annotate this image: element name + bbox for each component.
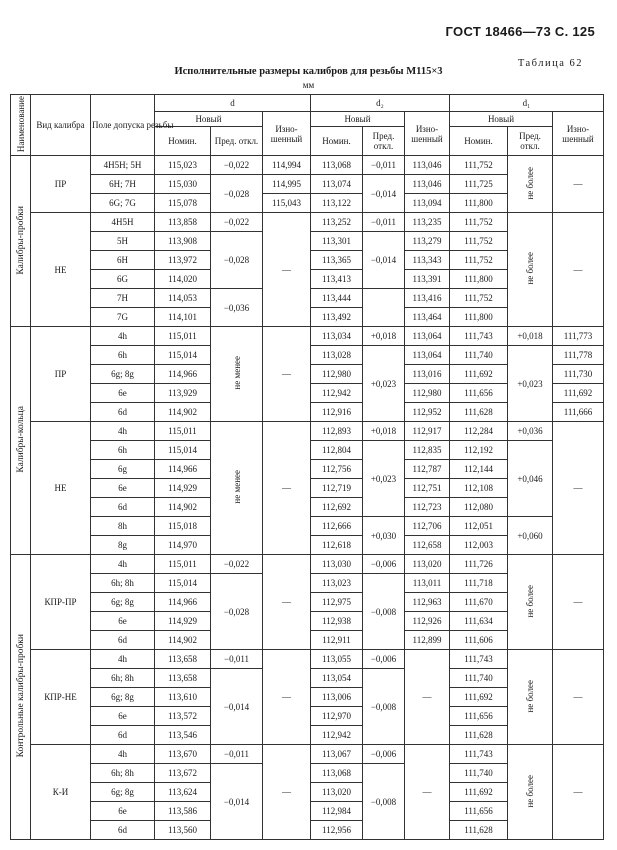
d1-dev-cell: не более [508, 650, 553, 745]
d2-dev-cell: −0,008 [363, 669, 405, 745]
d2-dev-cell: −0,011 [363, 156, 405, 175]
d-dev-cell: −0,011 [211, 745, 263, 764]
d1-worn-cell: — [553, 555, 604, 650]
d1-nom-cell: 111,740 [450, 346, 508, 365]
table-row [11, 650, 604, 669]
field-cell: 4Н5Н [91, 213, 155, 232]
d1-nom-cell: 112,144 [450, 460, 508, 479]
d2-worn-cell: 112,723 [405, 498, 450, 517]
d1-nom-cell: 111,800 [450, 194, 508, 213]
d2-dev-cell: −0,008 [363, 764, 405, 840]
table-row [11, 156, 604, 175]
d2-worn-cell: 112,963 [405, 593, 450, 612]
d1-worn-cell: — [553, 422, 604, 555]
d2-worn-cell: 113,011 [405, 574, 450, 593]
d1-worn-cell: 111,778 [553, 346, 604, 365]
d2-worn-cell: 113,064 [405, 327, 450, 346]
col-d2-dev: Пред. откл. [363, 127, 405, 156]
gauge-table [10, 94, 604, 840]
d2-worn-cell: 112,952 [405, 403, 450, 422]
d-nom-cell: 113,610 [155, 688, 211, 707]
d1-nom-cell: 111,800 [450, 308, 508, 327]
d1-nom-cell: 111,752 [450, 156, 508, 175]
field-cell: 6g [91, 460, 155, 479]
d-nom-cell: 114,101 [155, 308, 211, 327]
d2-nom-cell: 112,893 [311, 422, 363, 441]
d-nom-cell: 114,929 [155, 612, 211, 631]
d-nom-cell: 114,966 [155, 460, 211, 479]
d2-nom-cell: 112,975 [311, 593, 363, 612]
d-nom-cell: 113,624 [155, 783, 211, 802]
d1-worn-cell: — [553, 213, 604, 327]
field-cell: 6d [91, 403, 155, 422]
d-dev-cell: −0,028 [211, 175, 263, 213]
d1-dev-cell: не более [508, 156, 553, 213]
d1-worn-cell: — [553, 156, 604, 213]
d-dev-cell: −0,028 [211, 574, 263, 650]
field-cell: 4h [91, 422, 155, 441]
d2-nom-cell: 112,911 [311, 631, 363, 650]
field-cell: 8g [91, 536, 155, 555]
d-nom-cell: 113,908 [155, 232, 211, 251]
d-worn-cell: — [263, 327, 311, 422]
d1-nom-cell: 111,743 [450, 745, 508, 764]
d1-dev-cell: не более [508, 745, 553, 840]
d1-nom-cell: 112,003 [450, 536, 508, 555]
d-dev-cell: −0,011 [211, 650, 263, 669]
d1-nom-cell: 111,692 [450, 688, 508, 707]
d2-dev-cell: −0,006 [363, 745, 405, 764]
kind-label: НЕ [31, 422, 91, 555]
d-nom-cell: 114,966 [155, 593, 211, 612]
d2-dev-cell: +0,018 [363, 327, 405, 346]
kind-label: ПР [31, 156, 91, 213]
d-dev-cell: −0,022 [211, 156, 263, 175]
d2-nom-cell: 112,916 [311, 403, 363, 422]
d-dev-cell: не менее [211, 422, 263, 555]
d-dev-cell: −0,022 [211, 555, 263, 574]
d2-worn-cell: 112,835 [405, 441, 450, 460]
group-label: Калибры-пробки [11, 156, 31, 327]
d-nom-cell: 113,586 [155, 802, 211, 821]
col-d-new: Новый [155, 112, 263, 127]
col-d2-nom: Номин. [311, 127, 363, 156]
d-worn-cell: — [263, 213, 311, 327]
d2-nom-cell: 112,666 [311, 517, 363, 536]
d1-worn-cell: 111,773 [553, 327, 604, 346]
field-cell: 4h [91, 650, 155, 669]
d-dev-cell: не менее [211, 327, 263, 422]
d1-nom-cell: 112,284 [450, 422, 508, 441]
d1-dev-cell: не более [508, 213, 553, 327]
d-nom-cell: 114,929 [155, 479, 211, 498]
field-cell: 4h [91, 555, 155, 574]
d2-nom-cell: 113,068 [311, 156, 363, 175]
d1-nom-cell: 112,108 [450, 479, 508, 498]
table-title: Исполнительные размеры калибров для резьбы М115×3 [174, 66, 443, 77]
field-cell: 6d [91, 821, 155, 840]
field-cell: 6g; 8g [91, 783, 155, 802]
d-dev-cell: −0,028 [211, 232, 263, 289]
d2-worn-cell: 113,235 [405, 213, 450, 232]
d2-worn-cell: 113,016 [405, 365, 450, 384]
d2-nom-cell: 113,028 [311, 346, 363, 365]
d1-nom-cell: 111,656 [450, 707, 508, 726]
d2-nom-cell: 113,492 [311, 308, 363, 327]
d-nom-cell: 115,011 [155, 555, 211, 574]
table-row [11, 327, 604, 346]
d2-nom-cell: 113,365 [311, 251, 363, 270]
d2-worn-cell: 113,416 [405, 289, 450, 308]
d-worn-cell: — [263, 555, 311, 650]
d-worn-cell: — [263, 745, 311, 840]
d2-worn-cell: 112,926 [405, 612, 450, 631]
d2-nom-cell: 113,068 [311, 764, 363, 783]
d-worn-cell: — [263, 422, 311, 555]
d1-nom-cell: 111,656 [450, 802, 508, 821]
col-d1-nom: Номин. [450, 127, 508, 156]
d-nom-cell: 114,020 [155, 270, 211, 289]
d2-dev-cell: +0,018 [363, 422, 405, 441]
d1-nom-cell: 111,692 [450, 783, 508, 802]
d-nom-cell: 114,902 [155, 631, 211, 650]
field-cell: 6h [91, 441, 155, 460]
d2-nom-cell: 113,413 [311, 270, 363, 289]
d2-nom-cell: 113,023 [311, 574, 363, 593]
col-name: Наименование [11, 95, 31, 156]
d-worn-cell: 114,995 [263, 175, 311, 194]
d2-worn-cell: 112,917 [405, 422, 450, 441]
d2-nom-cell: 113,444 [311, 289, 363, 308]
d2-worn-cell: 113,391 [405, 270, 450, 289]
table-number: Таблица 62 [517, 58, 583, 69]
d-nom-cell: 113,658 [155, 669, 211, 688]
field-cell: 6g; 8g [91, 688, 155, 707]
d2-nom-cell: 112,618 [311, 536, 363, 555]
field-cell: 6d [91, 498, 155, 517]
d-nom-cell: 114,970 [155, 536, 211, 555]
d-nom-cell: 115,014 [155, 441, 211, 460]
field-cell: 6Н; 7Н [91, 175, 155, 194]
d1-dev-cell: +0,023 [508, 346, 553, 422]
group-label: Контрольные калибры-пробки [11, 555, 31, 840]
d1-nom-cell: 111,606 [450, 631, 508, 650]
table-row [11, 213, 604, 232]
d2-worn-cell: 112,980 [405, 384, 450, 403]
col-d2-new: Новый [311, 112, 405, 127]
d2-nom-cell: 112,692 [311, 498, 363, 517]
header-row-1 [11, 95, 604, 112]
d2-nom-cell: 113,054 [311, 669, 363, 688]
d-nom-cell: 113,929 [155, 384, 211, 403]
d-nom-cell: 115,018 [155, 517, 211, 536]
d2-worn-cell: 113,064 [405, 346, 450, 365]
field-cell: 4h [91, 327, 155, 346]
d1-dev-cell: +0,018 [508, 327, 553, 346]
field-cell: 7Н [91, 289, 155, 308]
field-cell: 6h; 8h [91, 669, 155, 688]
d-nom-cell: 113,672 [155, 764, 211, 783]
d1-nom-cell: 111,718 [450, 574, 508, 593]
d1-worn-cell: 111,666 [553, 403, 604, 422]
d1-dev-cell: +0,036 [508, 422, 553, 441]
d2-worn-cell: 113,046 [405, 175, 450, 194]
d-nom-cell: 113,858 [155, 213, 211, 232]
field-cell: 6e [91, 802, 155, 821]
d2-nom-cell: 112,942 [311, 384, 363, 403]
table-row [11, 745, 604, 764]
field-cell: 6h [91, 346, 155, 365]
field-cell: 6e [91, 384, 155, 403]
d-dev-cell: −0,022 [211, 213, 263, 232]
d2-dev-cell: +0,023 [363, 441, 405, 517]
d1-nom-cell: 111,752 [450, 289, 508, 308]
d1-nom-cell: 112,080 [450, 498, 508, 517]
d1-nom-cell: 112,051 [450, 517, 508, 536]
d2-nom-cell: 112,942 [311, 726, 363, 745]
field-cell: 6g; 8g [91, 365, 155, 384]
d-worn-cell: — [263, 650, 311, 745]
col-d2: d₂ [311, 95, 450, 112]
d2-worn-cell: — [405, 650, 450, 745]
field-cell: 4Н5Н; 5Н [91, 156, 155, 175]
d2-dev-cell: −0,008 [363, 574, 405, 650]
d2-nom-cell: 113,074 [311, 175, 363, 194]
d1-nom-cell: 112,192 [450, 441, 508, 460]
d2-nom-cell: 113,030 [311, 555, 363, 574]
d1-nom-cell: 111,692 [450, 365, 508, 384]
d1-nom-cell: 111,740 [450, 669, 508, 688]
d-nom-cell: 115,078 [155, 194, 211, 213]
d-nom-cell: 115,011 [155, 327, 211, 346]
d2-worn-cell: 113,279 [405, 232, 450, 251]
d2-nom-cell: 112,804 [311, 441, 363, 460]
d-nom-cell: 115,011 [155, 422, 211, 441]
d1-nom-cell: 111,725 [450, 175, 508, 194]
d1-worn-cell: — [553, 650, 604, 745]
d2-dev-cell [363, 289, 405, 327]
d1-nom-cell: 111,628 [450, 821, 508, 840]
d1-nom-cell: 111,628 [450, 403, 508, 422]
d-nom-cell: 114,902 [155, 403, 211, 422]
d2-worn-cell: 112,787 [405, 460, 450, 479]
kind-label: К-И [31, 745, 91, 840]
table-unit: мм [302, 80, 315, 90]
d-worn-cell: 114,994 [263, 156, 311, 175]
group-label: Калибры-кольца [11, 327, 31, 555]
d1-nom-cell: 111,752 [450, 251, 508, 270]
d-nom-cell: 115,014 [155, 346, 211, 365]
field-cell: 6d [91, 726, 155, 745]
field-cell: 6g; 8g [91, 593, 155, 612]
d2-dev-cell: −0,011 [363, 213, 405, 232]
d-nom-cell: 113,560 [155, 821, 211, 840]
d1-worn-cell: 111,730 [553, 365, 604, 384]
field-cell: 6G [91, 270, 155, 289]
d-nom-cell: 113,572 [155, 707, 211, 726]
field-cell: 6G; 7G [91, 194, 155, 213]
col-field: Поле допуска резьбы [91, 95, 155, 156]
col-d2-worn: Изно- шенный [405, 112, 450, 156]
field-cell: 8h [91, 517, 155, 536]
field-cell: 6d [91, 631, 155, 650]
kind-label: КПР-НЕ [31, 650, 91, 745]
field-cell: 6Н [91, 251, 155, 270]
d1-nom-cell: 111,634 [450, 612, 508, 631]
d-nom-cell: 115,014 [155, 574, 211, 593]
d-nom-cell: 115,030 [155, 175, 211, 194]
col-d1-dev: Пред. откл. [508, 127, 553, 156]
kind-label: КПР-ПР [31, 555, 91, 650]
d2-worn-cell: 113,343 [405, 251, 450, 270]
field-cell: 6e [91, 479, 155, 498]
d-nom-cell: 113,546 [155, 726, 211, 745]
d2-worn-cell: 112,899 [405, 631, 450, 650]
d-dev-cell: −0,036 [211, 289, 263, 327]
d2-dev-cell: −0,014 [363, 232, 405, 289]
d-nom-cell: 114,902 [155, 498, 211, 517]
d2-worn-cell: 113,046 [405, 156, 450, 175]
field-cell: 6e [91, 612, 155, 631]
d1-dev-cell: не более [508, 555, 553, 650]
d2-worn-cell: 112,658 [405, 536, 450, 555]
d2-dev-cell: +0,023 [363, 346, 405, 422]
d2-nom-cell: 112,980 [311, 365, 363, 384]
d2-nom-cell: 113,020 [311, 783, 363, 802]
d1-nom-cell: 111,743 [450, 327, 508, 346]
d2-worn-cell: 113,094 [405, 194, 450, 213]
d2-worn-cell: 113,020 [405, 555, 450, 574]
d-nom-cell: 114,053 [155, 289, 211, 308]
d2-nom-cell: 113,067 [311, 745, 363, 764]
d-nom-cell: 114,966 [155, 365, 211, 384]
d1-nom-cell: 111,752 [450, 232, 508, 251]
d2-dev-cell: +0,030 [363, 517, 405, 555]
d-nom-cell: 115,023 [155, 156, 211, 175]
d2-nom-cell: 113,252 [311, 213, 363, 232]
d1-nom-cell: 111,670 [450, 593, 508, 612]
d1-worn-cell: 111,692 [553, 384, 604, 403]
table-row [11, 422, 604, 441]
d2-nom-cell: 112,938 [311, 612, 363, 631]
d2-dev-cell: −0,006 [363, 555, 405, 574]
d2-nom-cell: 113,006 [311, 688, 363, 707]
d2-nom-cell: 112,970 [311, 707, 363, 726]
field-cell: 6e [91, 707, 155, 726]
d1-nom-cell: 111,800 [450, 270, 508, 289]
d2-dev-cell: −0,014 [363, 175, 405, 213]
d-dev-cell: −0,014 [211, 669, 263, 745]
kind-label: ПР [31, 327, 91, 422]
d2-worn-cell: 112,706 [405, 517, 450, 536]
field-cell: 6h; 8h [91, 764, 155, 783]
d1-nom-cell: 111,743 [450, 650, 508, 669]
d2-nom-cell: 113,034 [311, 327, 363, 346]
field-cell: 4h [91, 745, 155, 764]
d2-nom-cell: 113,055 [311, 650, 363, 669]
d1-nom-cell: 111,656 [450, 384, 508, 403]
col-d-worn: Изно- шенный [263, 112, 311, 156]
d2-nom-cell: 113,122 [311, 194, 363, 213]
col-d1: d₁ [450, 95, 604, 112]
d2-worn-cell: 113,464 [405, 308, 450, 327]
d1-nom-cell: 111,726 [450, 555, 508, 574]
d1-dev-cell: +0,060 [508, 517, 553, 555]
d2-nom-cell: 112,756 [311, 460, 363, 479]
d1-nom-cell: 111,628 [450, 726, 508, 745]
d2-nom-cell: 112,956 [311, 821, 363, 840]
table-row [11, 555, 604, 574]
d2-worn-cell: — [405, 745, 450, 840]
d2-nom-cell: 113,301 [311, 232, 363, 251]
d-dev-cell: −0,014 [211, 764, 263, 840]
kind-label: НЕ [31, 213, 91, 327]
d-nom-cell: 113,658 [155, 650, 211, 669]
field-cell: 7G [91, 308, 155, 327]
col-d: d [155, 95, 311, 112]
d2-dev-cell: −0,006 [363, 650, 405, 669]
d2-worn-cell: 112,751 [405, 479, 450, 498]
col-d1-new: Новый [450, 112, 553, 127]
d1-dev-cell: +0,046 [508, 441, 553, 517]
d-nom-cell: 113,972 [155, 251, 211, 270]
d2-nom-cell: 112,719 [311, 479, 363, 498]
field-cell: 5Н [91, 232, 155, 251]
col-d1-worn: Изно- шенный [553, 112, 604, 156]
d1-nom-cell: 111,740 [450, 764, 508, 783]
d1-nom-cell: 111,752 [450, 213, 508, 232]
d-worn-cell: 115,043 [263, 194, 311, 213]
d1-worn-cell: — [553, 745, 604, 840]
d-nom-cell: 113,670 [155, 745, 211, 764]
col-d-nom: Номин. [155, 127, 211, 156]
col-kind: Вид калибра [31, 95, 91, 156]
d2-nom-cell: 112,984 [311, 802, 363, 821]
field-cell: 6h; 8h [91, 574, 155, 593]
col-d-dev: Пред. откл. [211, 127, 263, 156]
standard-header: ГОСТ 18466—73 С. 125 [445, 24, 595, 39]
